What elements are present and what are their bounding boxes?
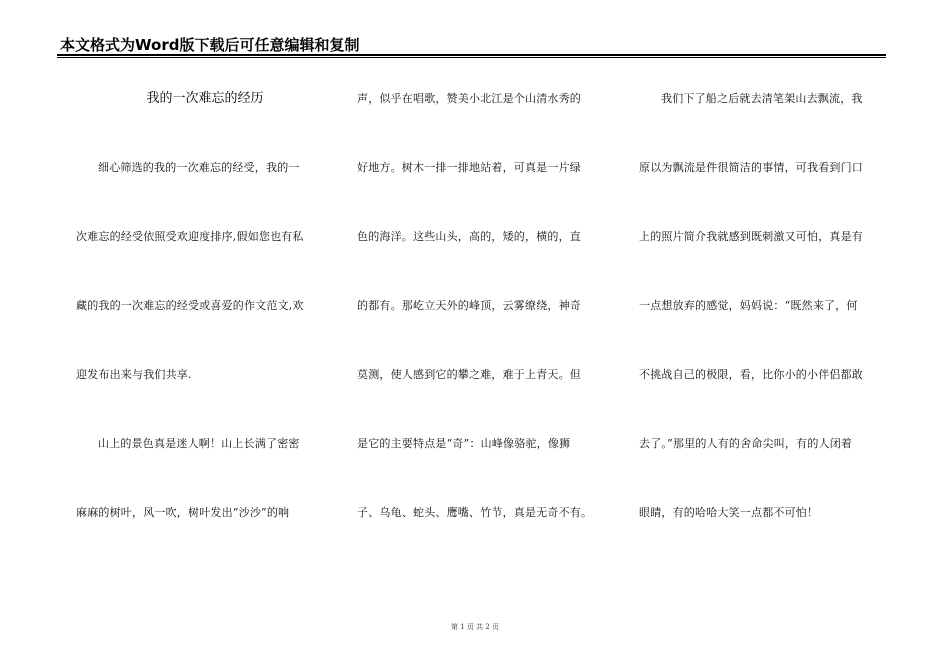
paragraph-line: 眼睛，有的哈哈大笑一点都不可怕！ [639,506,819,519]
paragraph-line: 细心筛选的我的一次难忘的经受，我的一 [98,161,300,174]
paragraph-line: 不挑战自己的极限，看，比你小的小伴侣都敢 [639,368,863,381]
text-column-3 [639,88,883,524]
paragraph-line: 次难忘的经受依照受欢迎度排序,假如您也有私 [76,230,304,243]
paragraph-line: 子、乌龟、蛇头、鹰嘴、竹节，真是无奇不有。 [357,506,593,519]
paragraph-line: 是它的主要特点是“奇”：山峰像骆驼，像狮 [357,437,571,450]
header-divider-thin [57,57,886,58]
paragraph-line: 藏的我的一次难忘的经受或喜爱的作文范文,欢 [76,299,304,312]
paragraph-line: 色的海洋。这些山头，高的，矮的，横的，直 [357,230,581,243]
paragraph-line: 山上的景色真是迷人啊！山上长满了密密 [98,437,300,450]
paragraph-line: 好地方。树木一排一排地站着，可真是一片绿 [357,161,581,174]
document-header-title: 本文格式为Word版下载后可任意编辑和复制 [60,36,360,54]
paragraph-line: 我们下了船之后就去清笔架山去飘流，我 [661,92,863,105]
text-column-2 [357,88,607,524]
paragraph-line: 迎发布出来与我们共享. [76,368,192,381]
paragraph-line: 一点想放弃的感觉，妈妈说：“既然来了，何 [639,299,858,312]
article-title: 我的一次难忘的经历 [146,91,264,106]
paragraph-line: 原以为飘流是件很简洁的事情，可我看到门口 [639,161,863,174]
header-divider [57,54,886,56]
paragraph-line: 麻麻的树叶，风一吹，树叶发出“沙沙”的响 [76,506,290,519]
paragraph-line: 莫测，使人感到它的攀之难，难于上青天。但 [357,368,581,381]
text-column-1 [76,88,324,524]
paragraph-line: 去了。”那里的人有的舍命尖叫，有的人闭着 [639,437,853,450]
paragraph-line: 的都有。那屹立天外的峰顶，云雾缭绕，神奇 [357,299,581,312]
paragraph-line: 声，似乎在唱歌，赞美小北江是个山清水秀的 [357,92,581,105]
page-number: 第 1 页 共 2 页 [450,623,500,631]
paragraph-line: 上的照片简介我就感到既刺激又可怕，真是有 [639,230,863,243]
